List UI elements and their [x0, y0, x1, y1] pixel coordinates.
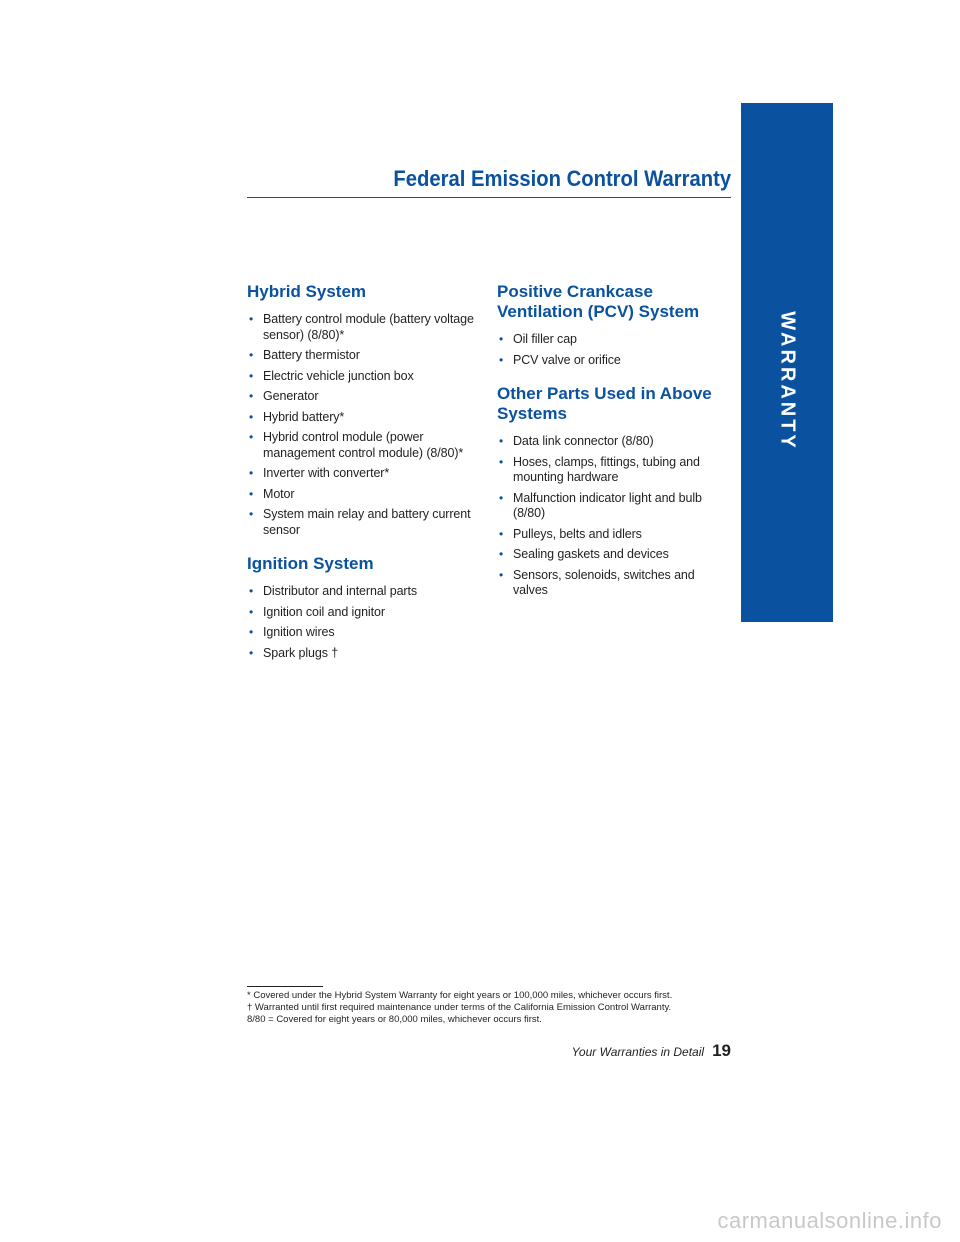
bullet-icon: •: [249, 389, 254, 403]
list-item-text: Spark plugs †: [263, 645, 339, 660]
list-item-text: Hoses, clamps, fittings, tubing and mounting hardware: [513, 454, 700, 484]
bullet-icon: •: [499, 332, 504, 346]
bullet-icon: •: [249, 486, 254, 501]
section-heading-other: Other Parts Used in Above Systems: [497, 384, 712, 423]
pcv-list: [497, 332, 729, 368]
list-item: [247, 507, 479, 538]
page-number: 19: [712, 1041, 731, 1060]
list-item-text: Data link connector (8/80): [513, 434, 654, 448]
bullet-icon: •: [499, 567, 504, 582]
bullet-icon: •: [249, 312, 254, 326]
footnote-divider: [247, 986, 323, 987]
list-item: [247, 646, 479, 662]
bullet-icon: •: [499, 454, 504, 469]
hybrid-list: [247, 312, 479, 538]
list-item-text: Malfunction indicator light and bulb (8/80): [513, 490, 702, 520]
list-item-text: Generator: [263, 389, 319, 403]
bullet-icon: •: [499, 547, 504, 561]
footer-text: Your Warranties in Detail: [571, 1045, 705, 1059]
list-item-text: Pulleys, belts and idlers: [513, 526, 642, 541]
page-title: Federal Emission Control Warranty: [393, 166, 731, 191]
bullet-icon: •: [499, 434, 504, 448]
list-item: [247, 410, 479, 426]
list-item: [247, 312, 479, 343]
list-item-text: Motor: [263, 486, 295, 501]
section-heading-ignition: Ignition System: [247, 554, 374, 573]
list-item: [247, 584, 479, 600]
list-item-text: Distributor and internal parts: [263, 584, 418, 598]
bullet-icon: •: [249, 348, 254, 362]
list-item: [247, 605, 479, 621]
list-item-text: Oil filler cap: [513, 332, 577, 346]
list-item-text: Battery thermistor: [263, 348, 360, 362]
section-heading-hybrid: Hybrid System: [247, 282, 367, 301]
section-heading-pcv: Positive Crankcase Ventilation (PCV) System: [497, 282, 700, 321]
list-item: [497, 491, 729, 522]
list-item: [497, 527, 729, 543]
list-item: [247, 487, 479, 503]
list-item: [247, 466, 479, 482]
bullet-icon: •: [499, 352, 504, 367]
right-column: [497, 282, 729, 604]
list-item-text: System main relay and battery current sensor: [263, 507, 471, 537]
list-item: [497, 353, 729, 369]
bullet-icon: •: [249, 604, 254, 619]
page-footer: [572, 1041, 731, 1061]
list-item: [497, 332, 729, 348]
watermark: carmanualsonline.info: [717, 1208, 942, 1233]
list-item: [247, 348, 479, 364]
bullet-icon: •: [249, 507, 254, 521]
ignition-list: [247, 584, 479, 661]
list-item-text: Hybrid control module (power management control module) (8/80)*: [263, 430, 464, 460]
footnotes: [247, 990, 727, 1026]
list-item-text: Battery control module (battery voltage sensor) (8/80)*: [263, 312, 474, 342]
list-item-text: Ignition wires: [263, 625, 335, 639]
list-item: [247, 369, 479, 385]
bullet-icon: •: [499, 490, 504, 505]
left-column: [247, 282, 479, 666]
list-item-text: Electric vehicle junction box: [263, 368, 414, 383]
list-item: [497, 547, 729, 563]
list-item: [247, 430, 479, 461]
list-item-text: Inverter with converter*: [263, 466, 390, 480]
list-item: [497, 455, 729, 486]
bullet-icon: •: [249, 625, 254, 639]
bullet-icon: •: [499, 526, 504, 541]
list-item: [247, 389, 479, 405]
bullet-icon: •: [249, 584, 254, 598]
list-item-text: Sensors, solenoids, switches and valves: [513, 567, 695, 597]
list-item-text: Hybrid battery*: [263, 409, 345, 424]
footnote-asterisk: * Covered under the Hybrid System Warranty for eight years or 100,000 miles, whichever occurs first.: [247, 990, 673, 1001]
list-item-text: Ignition coil and ignitor: [263, 604, 385, 619]
footnote-dagger: † Warranted until first required maintenance under terms of the California Emission Control Warranty.: [247, 1002, 672, 1013]
sidebar-tab-label: WARRANTY: [776, 311, 799, 451]
list-item: [497, 434, 729, 450]
bullet-icon: •: [249, 466, 254, 480]
list-item: [497, 568, 729, 599]
bullet-icon: •: [249, 368, 254, 383]
footnote-8-80: 8/80 = Covered for eight years or 80,000 miles, whichever occurs first.: [247, 1014, 542, 1025]
bullet-icon: •: [249, 645, 254, 660]
bullet-icon: •: [249, 409, 254, 424]
list-item-text: PCV valve or orifice: [513, 352, 621, 367]
other-list: [497, 434, 729, 599]
list-item-text: Sealing gaskets and devices: [513, 547, 669, 561]
bullet-icon: •: [249, 430, 254, 444]
list-item: [247, 625, 479, 641]
title-divider: [247, 197, 731, 198]
